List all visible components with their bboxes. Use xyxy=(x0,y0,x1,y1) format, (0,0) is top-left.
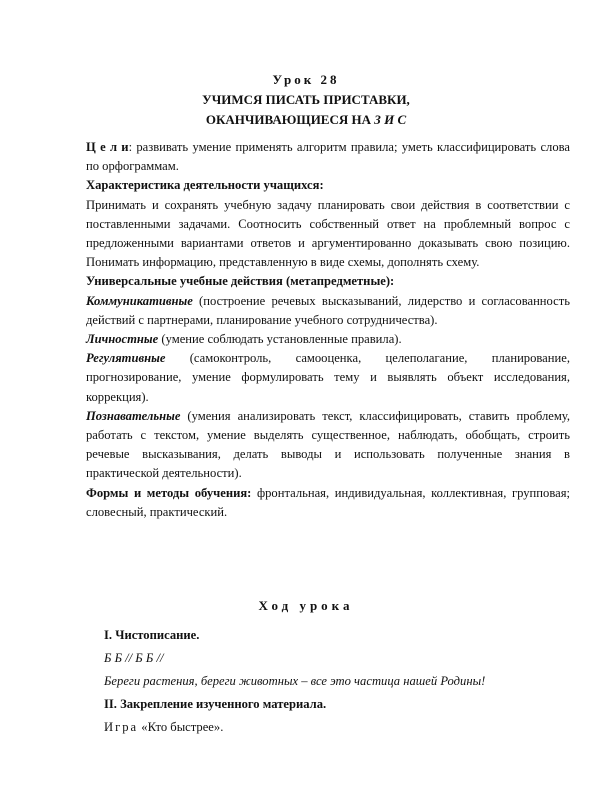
lesson-course xyxy=(104,624,574,739)
uud-heading: Универсальные учебные действия (метапредметные): xyxy=(86,274,395,289)
penmanship-letters: Б Б // Б Б // xyxy=(104,651,164,665)
section-penmanship: I. Чистописание. xyxy=(104,628,200,642)
uud-item-text: (умение соблюдать установленные правила). xyxy=(158,332,402,347)
uud-item-communicative xyxy=(86,292,570,330)
uud-item-label: Познавательные xyxy=(86,408,181,423)
uud-item-personal xyxy=(86,330,570,349)
game-name: «Кто быстрее». xyxy=(138,720,224,734)
game-label: Игра xyxy=(104,720,139,734)
lesson-title-letters: З И С xyxy=(374,112,407,127)
methods-label: Формы и методы обучения: xyxy=(86,485,252,500)
uud-item-text: (построение речевых высказываний, лидерство и согласованность действий с партнерами, планирование учебного сотрудничества). xyxy=(86,293,570,327)
goals-label: Ц е л и xyxy=(86,140,129,154)
methods-text: фронтальная, индивидуальная, коллективная, групповая; словесный, практический. xyxy=(86,485,570,519)
methods-paragraph xyxy=(86,484,570,522)
uud-item-text: (самоконтроль, самооценка, целеполагание, планирование, прогнозирование, умение формулировать тему и выявлять объект исследования, коррекция). xyxy=(86,351,570,404)
activity-text: Принимать и сохранять учебную задачу планировать свои действия в соответствии с поставленными задачами. Соотносить собственный ответ на проблемный вопрос с предложенными вариантами ответов и аргументированно доказывать свою позицию. Понимать информацию, представленную в виде схемы, дополнять схему. xyxy=(86,197,570,270)
course-heading: Ход урока xyxy=(258,598,354,613)
goals-text: : развивать умение применять алгоритм правила; уметь классифицировать слова по орфограммам. xyxy=(86,140,570,174)
proverb: Береги растения, береги животных – все это частица нашей Родины! xyxy=(104,674,486,688)
activity-heading: Характеристика деятельности учащихся: xyxy=(86,178,324,193)
lesson-body xyxy=(86,138,570,522)
section-consolidation: II. Закрепление изученного материала. xyxy=(104,697,327,711)
lesson-title-line2 xyxy=(0,112,612,128)
uud-item-label: Коммуникативные xyxy=(86,293,193,308)
game-line xyxy=(104,716,574,739)
uud-item-label: Регулятивные xyxy=(86,351,166,366)
uud-item-text: (умения анализировать текст, классифицировать, ставить проблему, работать с текстом, умение выделять существенное, наблюдать, обобщать, строить речевые высказывания, делать выводы и использовать полученные знания в практической деятельности). xyxy=(86,408,570,481)
lesson-number: Урок 28 xyxy=(272,72,340,87)
uud-item-regulatory xyxy=(86,349,570,407)
uud-item-cognitive xyxy=(86,407,570,484)
uud-item-label: Личностные xyxy=(86,332,159,347)
lesson-title-line1: УЧИМСЯ ПИСАТЬ ПРИСТАВКИ, xyxy=(202,92,410,107)
goals-paragraph xyxy=(86,138,570,176)
lesson-title-prefix: ОКАНЧИВАЮЩИЕСЯ НА xyxy=(205,112,375,127)
